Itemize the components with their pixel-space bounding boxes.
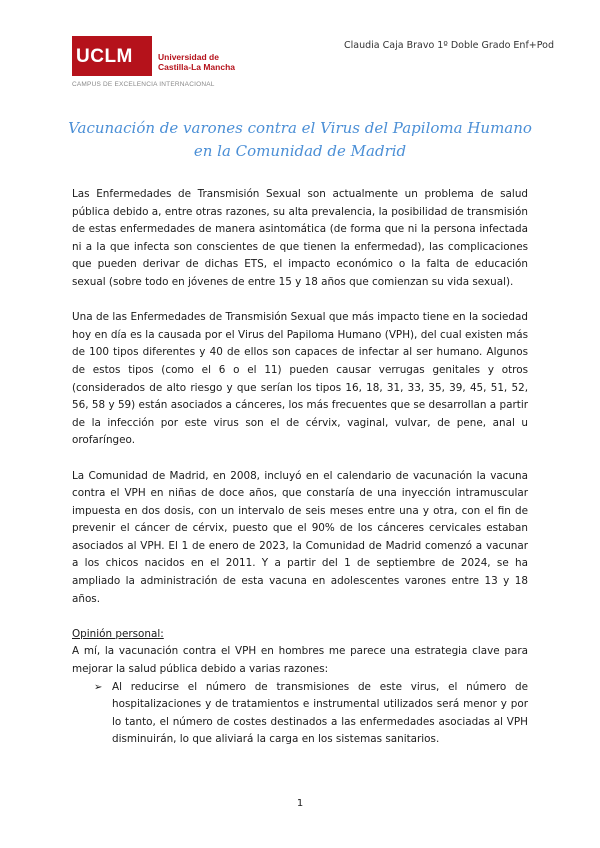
logo-university-line1: Universidad de bbox=[158, 52, 219, 62]
document-body bbox=[72, 186, 528, 749]
opinion-intro: A mí, la vacunación contra el VPH en hombres me parece una estrategia clave para mejorar la salud pública debido a varias razones: bbox=[72, 645, 528, 676]
logo-university-line2: Castilla-La Mancha bbox=[158, 62, 235, 72]
logo-word: UCLM bbox=[76, 46, 133, 67]
paragraph: Las Enfermedades de Transmisión Sexual son actualmente un problema de salud pública debido a, entre otras razones, su alta prevalencia, la posibilidad de transmisión de estas enfermedades de manera asintomática (de forma que ni la persona infectada ni a la que infecta son conscientes de que tienen la enfermedad), las complicaciones que pueden derivar de dichas ETS, el impacto económico o la falta de educación sexual (sobre todo en jóvenes de entre 15 y 18 años que comienzan su vida sexual). bbox=[72, 188, 528, 288]
title-line1: Vacunación de varones contra el Virus del Papiloma Humano bbox=[68, 119, 532, 137]
header-author: Claudia Caja Bravo 1º Doble Grado Enf+Pod bbox=[344, 40, 554, 51]
list-item-text: Al reducirse el número de transmisiones de este virus, el número de hospitalizaciones y de tratamientos e instrumental utilizados será menor y por lo tanto, el número de costes destinados a las enfermedades asociadas al VPH disminuirán, lo que aliviará la carga en los sistemas sanitarios. bbox=[112, 680, 528, 746]
paragraph: La Comunidad de Madrid, en 2008, incluyó en el calendario de vacunación la vacuna contra el VPH en niñas de doce años, que constaría de una inyección intramuscular impuesta en dos dosis, con un intervalo de seis meses entre una y otra, con el fin de prevenir el cáncer de cérvix, puesto que el 90% de los cánceres cervicales estaban asociados al VPH. El 1 de enero de 2023, la Comunidad de Madrid comenzó a vacunar a los chicos nacidos en el 2011. Y a partir del 1 de septiembre de 2024, se ha ampliado la administración de esta vacuna en adolescentes varones entre 13 y 18 años. bbox=[72, 469, 528, 605]
arrow-bullet-icon: ➢ bbox=[94, 681, 103, 693]
logo-campus: CAMPUS DE EXCELENCIA INTERNACIONAL bbox=[72, 81, 215, 88]
university-logo bbox=[72, 36, 242, 96]
list-item bbox=[94, 679, 528, 749]
title-line2: en la Comunidad de Madrid bbox=[193, 142, 407, 160]
paragraph: Una de las Enfermedades de Transmisión Sexual que más impacto tiene en la sociedad hoy en día es la causada por el Virus del Papiloma Humano (VPH), del cual existen más de 100 tipos diferentes y 40 de ellos son capaces de infectar al ser humano. Algunos de estos tipos (como el 6 o el 11) pueden causar verrugas genitales y otros (considerados de alto riesgo y que serían los tipos 16, 18, 31, 33, 35, 39, 45, 51, 52, 56, 58 y 59) están asociados a cánceres, los más frecuentes que se desarrollan a partir de la infección por este virus son el de cérvix, vaginal, vulvar, de pene, anal u orofaríngeo. bbox=[72, 311, 528, 447]
logo-university-name bbox=[158, 52, 235, 72]
opinion-heading: Opinión personal: bbox=[72, 627, 164, 640]
page-number: 1 bbox=[296, 798, 304, 809]
logo-box bbox=[72, 36, 152, 76]
document-title bbox=[0, 117, 600, 163]
